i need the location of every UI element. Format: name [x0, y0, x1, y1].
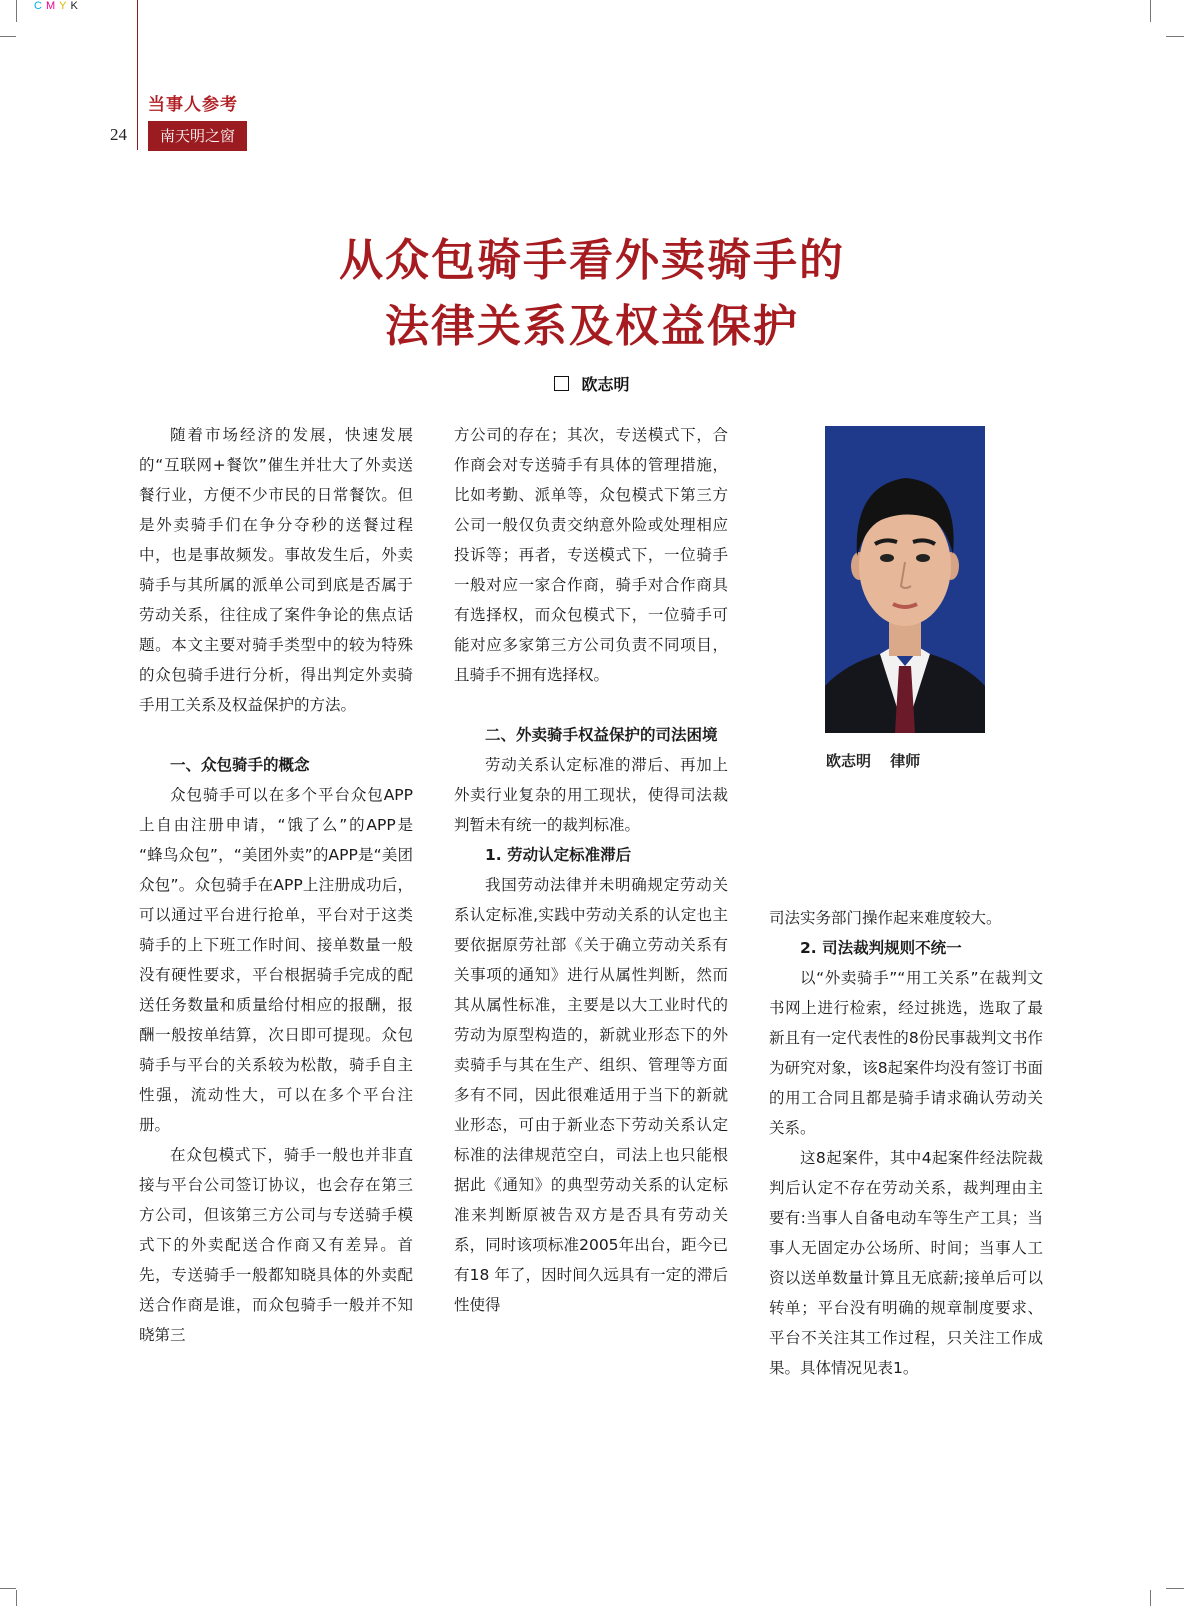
crop-mark: [1150, 0, 1151, 22]
author-name: 欧志明: [581, 375, 630, 394]
author-portrait: [825, 426, 985, 733]
byline: [0, 372, 1184, 395]
page-number: 24: [110, 125, 127, 144]
paragraph: 方公司的存在；其次，专送模式下，合作商会对专送骑手有具体的管理措施，比如考勤、派单等，众包模式下第三方公司一般仅负责交纳意外险或处理相应投诉等；再者，专送模式下，一位骑手一般对应一家合作商，骑手对合作商具有选择权，而众包模式下，一位骑手可能对应多家第三方公司负责不同项目，且骑手不拥有选择权。: [454, 426, 728, 684]
section-heading: 二、外卖骑手权益保护的司法困境: [485, 726, 718, 744]
paragraph: 司法实务部门操作起来难度较大。: [769, 909, 1002, 927]
crop-mark: [1166, 36, 1184, 37]
article-title-line-2: 法律关系及权益保护: [385, 301, 799, 352]
crop-mark: [1150, 1590, 1151, 1606]
header-rule: [137, 0, 138, 150]
subsection-heading: 2. 司法裁判规则不统一: [800, 939, 962, 957]
section-heading: 一、众包骑手的概念: [170, 756, 310, 774]
section-label: 当事人参考: [148, 95, 238, 115]
paragraph: 这8起案件，其中4起案件经法院裁判后认定不存在劳动关系，裁判理由主要有:当事人自备电动车等生产工具；当事人无固定办公场所、时间；当事人工资以送单数量计算且无底薪;接单后可以转单；平台没有明确的规章制度要求、平台不关注其工作过程，只关注工作成果。具体情况见表1。: [769, 1149, 1043, 1377]
photo-caption: 欧志明 律师: [826, 752, 921, 770]
subsection-heading: 1. 劳动认定标准滞后: [485, 846, 632, 864]
crop-mark: [16, 1590, 17, 1606]
paragraph: 劳动关系认定标准的滞后、再加上外卖行业复杂的用工现状，使得司法裁判暂未有统一的裁判标准。: [454, 756, 728, 834]
cmyk-registration-mark: CMYK: [34, 0, 82, 12]
column-badge: 南天明之窗: [148, 121, 247, 151]
square-bullet-icon: [554, 376, 569, 391]
portrait-image: [825, 426, 985, 733]
crop-mark: [0, 1588, 16, 1589]
paragraph: 我国劳动法律并未明确规定劳动关系认定标准,实践中劳动关系的认定也主要依据原劳社部《关于确立劳动关系有关事项的通知》进行从属性判断，然而其从属性标准，主要是以大工业时代的劳动为原型构造的，新就业形态下的外卖骑手与其在生产、组织、管理等方面多有不同，因此很难适用于当下的新就业形态，可由于新业态下劳动关系认定标准的法律规范空白，司法上也只能根据此《通知》的典型劳动关系的认定标准来判断原被告双方是否具有劳动关系，同时该项标准2005年出台，距今已有18 年了，因时间久远具有一定的滞后性使得: [454, 876, 728, 1314]
crop-mark: [0, 36, 16, 37]
crop-mark: [16, 0, 17, 22]
crop-mark: [1166, 1588, 1184, 1589]
article-column-1: [139, 420, 413, 1350]
paragraph: 众包骑手可以在多个平台众包APP上自由注册申请，“饿了么”的APP是 “蜂鸟众包”，“美团外卖”的APP是“美团众包”。众包骑手在APP上注册成功后，可以通过平台进行抢单，平台对于这类骑手的上下班工作时间、接单数量一般没有硬性要求，平台根据骑手完成的配送任务数量和质量给付相应的报酬，报酬一般按单结算，次日即可提现。众包骑手与平台的关系较为松散，骑手自主性强，流动性大，可以在多个平台注册。: [139, 786, 413, 1134]
paragraph: 随着市场经济的发展，快速发展的“互联网+餐饮”催生并壮大了外卖送餐行业，方便不少市民的日常餐饮。但是外卖骑手们在争分夺秒的送餐过程中，也是事故频发。事故发生后，外卖骑手与其所属的派单公司到底是否属于劳动关系，往往成了案件争论的焦点话题。本文主要对骑手类型中的较为特殊的众包骑手进行分析，得出判定外卖骑手用工关系及权益保护的方法。: [139, 426, 413, 714]
paragraph: 以“外卖骑手”“用工关系”在裁判文书网上进行检索，经过挑选，选取了最新且有一定代表性的8份民事裁判文书作为研究对象，该8起案件均没有签订书面的用工合同且都是骑手请求确认劳动关关系。: [769, 969, 1043, 1137]
article-title-line-1: 从众包骑手看外卖骑手的: [339, 235, 845, 286]
paragraph: 在众包模式下，骑手一般也并非直接与平台公司签订协议，也会存在第三方公司，但该第三方公司与专送骑手模式下的外卖配送合作商又有差异。首先，专送骑手一般都知晓具体的外卖配送合作商是谁，而众包骑手一般并不知晓第三: [139, 1146, 413, 1344]
article-column-2: [454, 420, 728, 1320]
article-column-3: [769, 903, 1043, 1383]
